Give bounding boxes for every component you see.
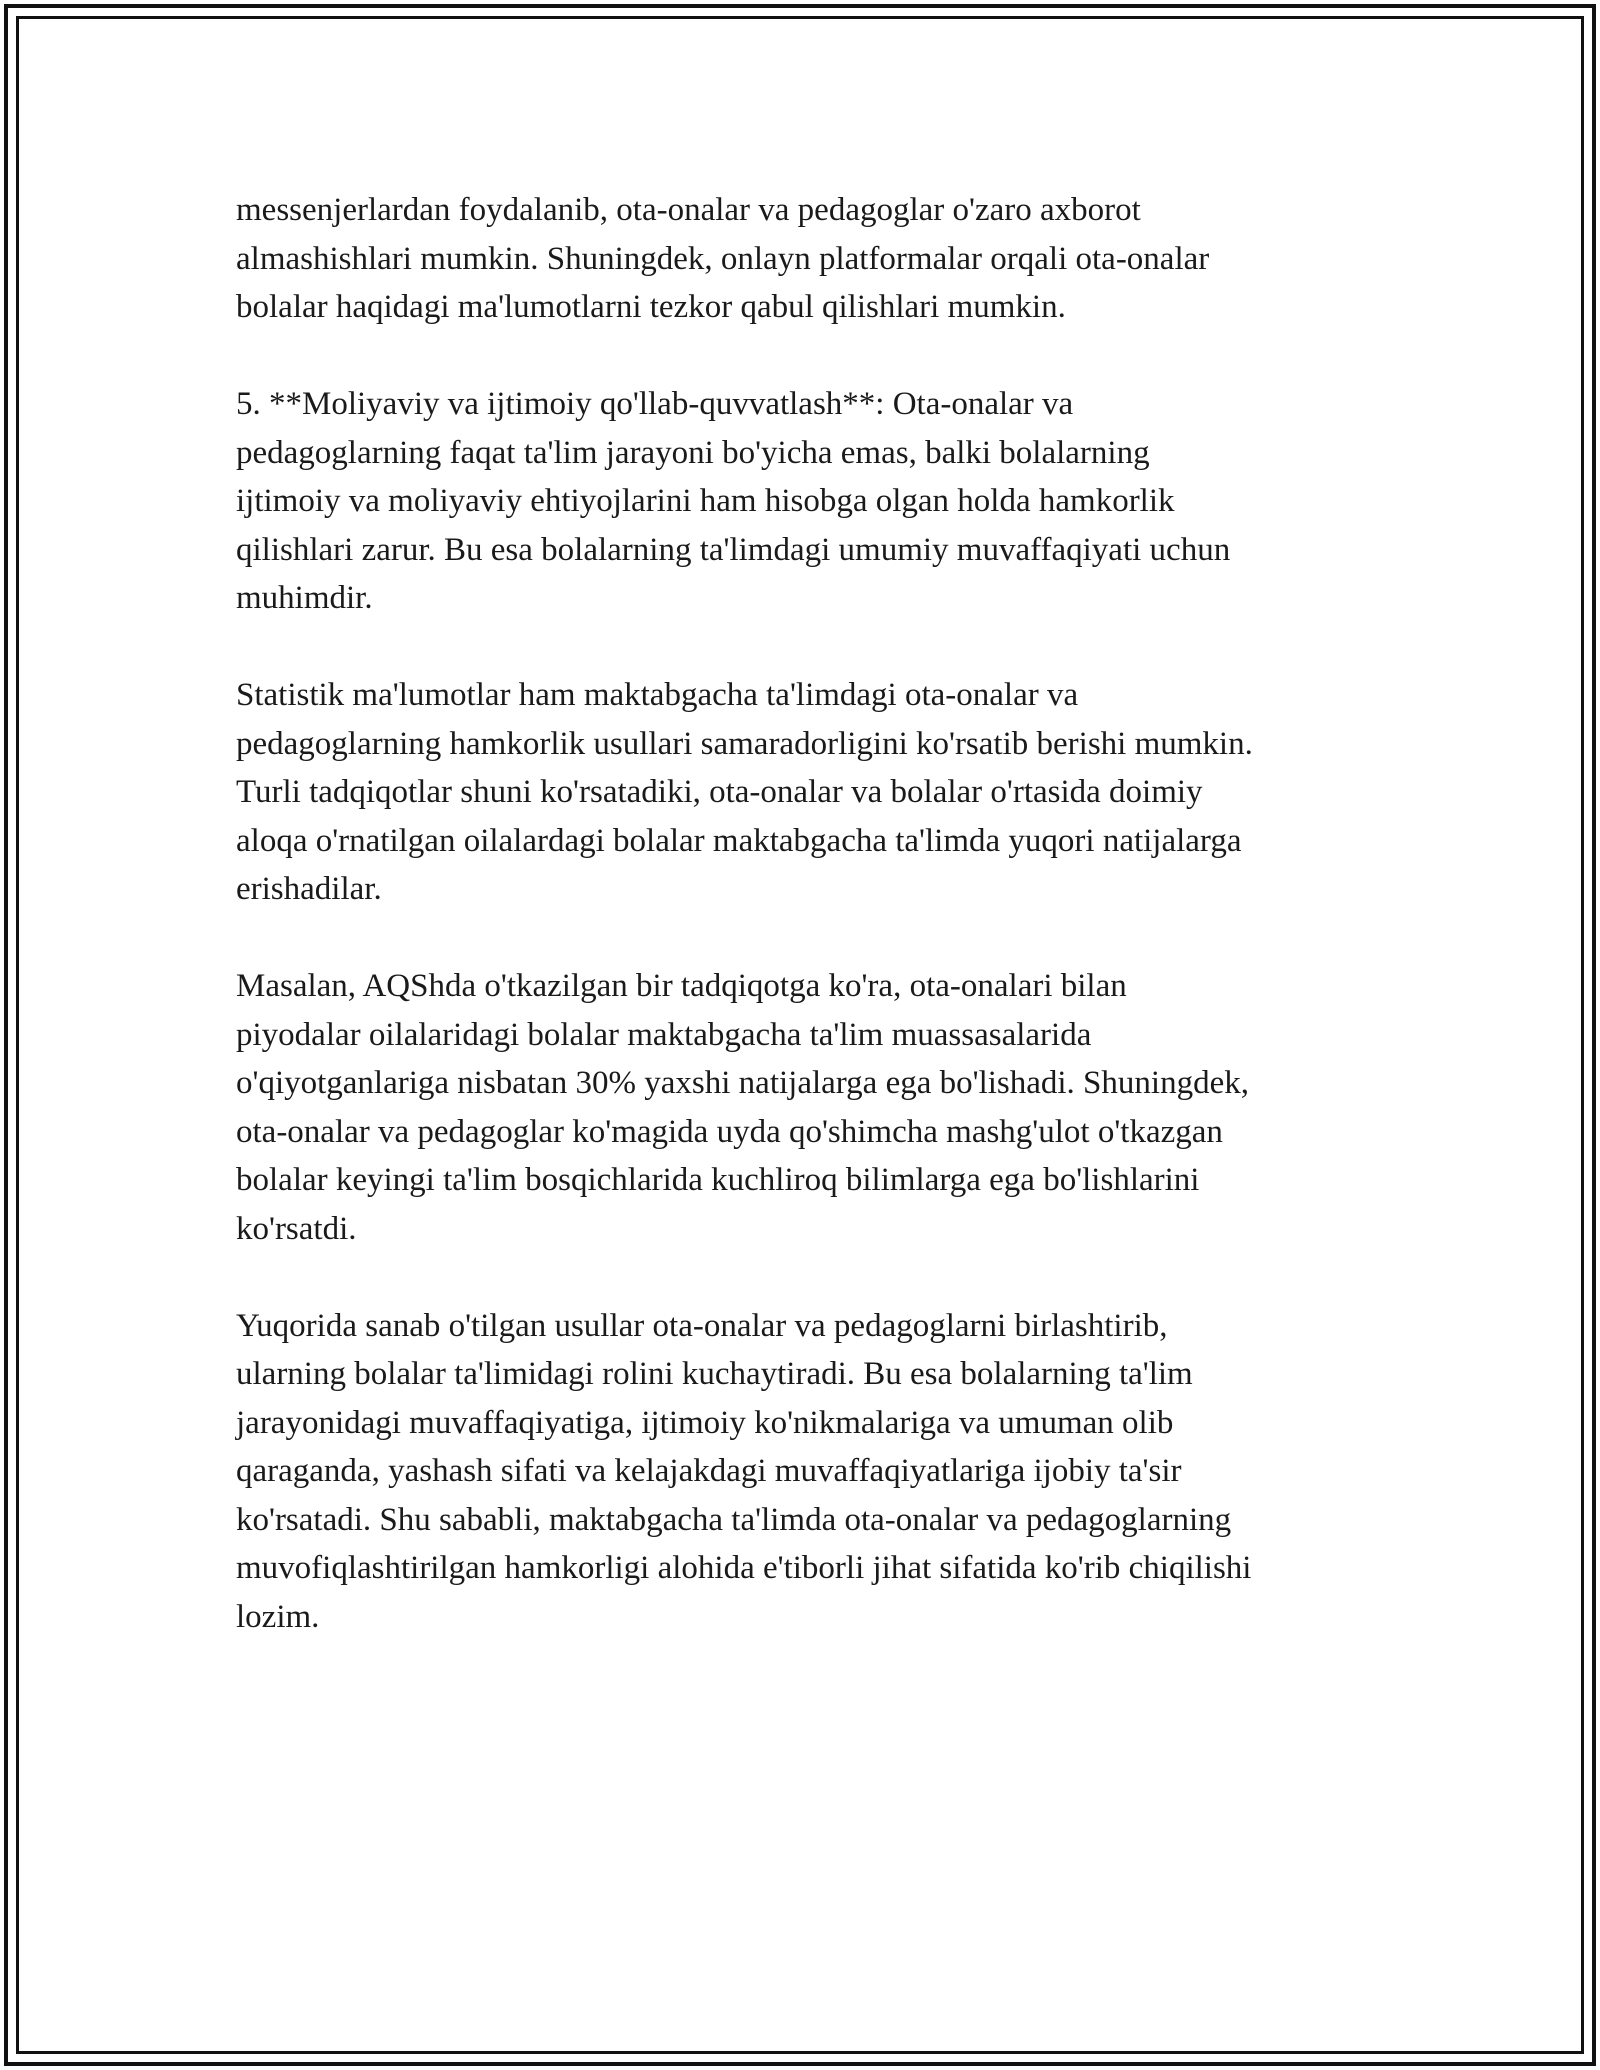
- paragraph-usa-study: Masalan, AQShda o'tkazilgan bir tadqiqotga ko'ra, ota-onalari bilan piyodalar oilalaridagi bolalar maktabgacha ta'lim muassasalarida o'qiyotganlariga nisbatan 30% yaxshi natijalarga ega bo'lishadi. Shuningdek, ota-onalar va pedagoglar ko'magida uyda qo'shimcha mashg'ulot o'tkazgan bolalar keyingi ta'lim bosqichlarida kuchliroq bilimlarga ega bo'lishlarini ko'rsatdi.: [236, 968, 1249, 1247]
- paragraph-messengers: messenjerlardan foydalanib, ota-onalar va pedagoglar o'zaro axborot almashishlari mumkin. Shuningdek, onlayn platformalar orqali ota-onalar bolalar haqidagi ma'lumotlarni tezkor qabul qilishlari mumkin.: [236, 192, 1210, 325]
- paragraph-statistics: Statistik ma'lumotlar ham maktabgacha ta'limdagi ota-onalar va pedagoglarning hamkorlik usullari samaradorligini ko'rsatib berishi mumkin. Turli tadqiqotlar shuni ko'rsatadiki, ota-onalar va bolalar o'rtasida doimiy aloqa o'rnatilgan oilalardagi bolalar maktabgacha ta'limda yuqori natijalarga erishadilar.: [236, 677, 1253, 907]
- paragraph-conclusion: Yuqorida sanab o'tilgan usullar ota-onalar va pedagoglarni birlashtirib, ularning bolalar ta'limidagi rolini kuchaytiradi. Bu esa bolalarning ta'lim jarayonidagi muvaffaqiyatiga, ijtimoiy ko'nikmalariga va umuman olib qaraganda, yashash sifati va kelajakdagi muvaffaqiyatlariga ijobiy ta'sir ko'rsatadi. Shu sababli, maktabgacha ta'limda ota-onalar va pedagoglarning muvofiqlashtirilgan hamkorligi alohida e'tiborli jihat sifatida ko'rib chiqilishi lozim.: [236, 1307, 1252, 1635]
- paragraph-financial-social-support: 5. **Moliyaviy va ijtimoiy qo'llab-quvvatlash**: Ota-onalar va pedagoglarning faqat ta'lim jarayoni bo'yicha emas, balki bolalarning ijtimoiy va moliyaviy ehtiyojlarini ham hisobga olgan holda hamkorlik qilishlari zarur. Bu esa bolalarning ta'limdagi umumiy muvaffaqiyati uchun muhimdir.: [236, 386, 1231, 616]
- document-body: [236, 186, 1396, 1690]
